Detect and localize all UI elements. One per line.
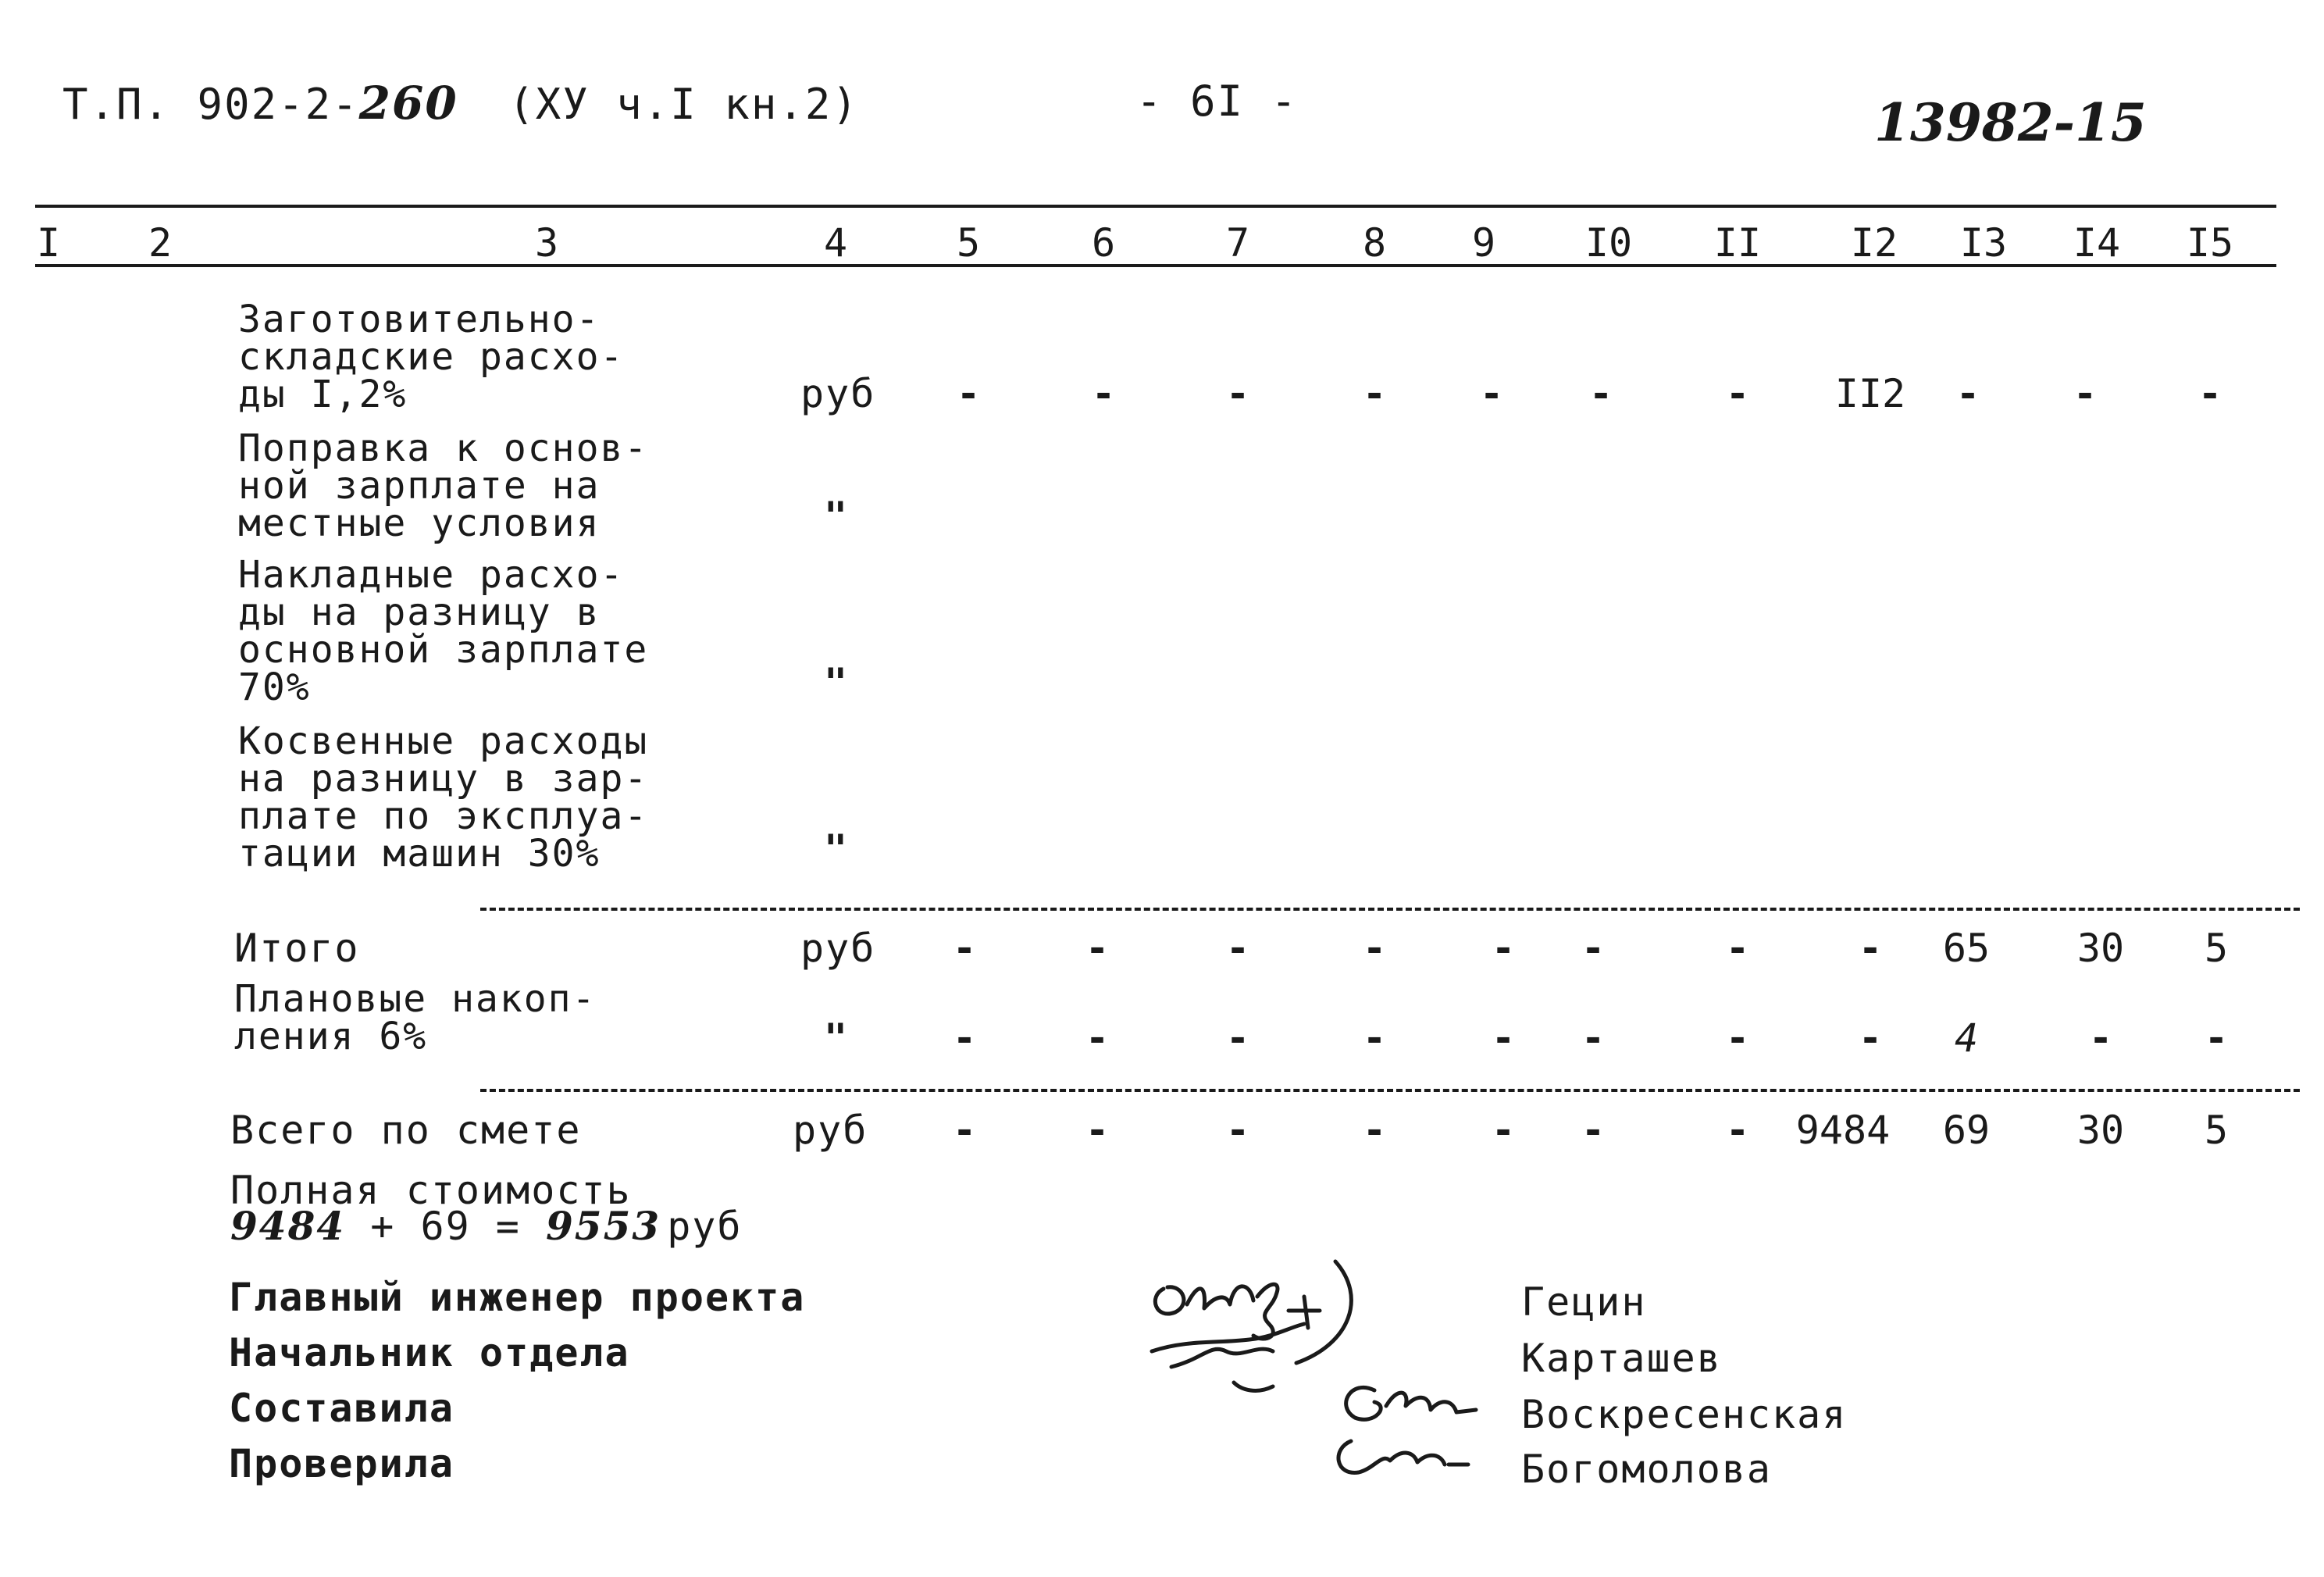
full-cost-label: Полная стоимость (230, 1168, 632, 1213)
planned-unit: " (824, 1015, 850, 1061)
column-number: I4 (2073, 220, 2121, 266)
column-number: I5 (2186, 220, 2234, 266)
signature-name: Богомолова (1521, 1447, 1773, 1492)
signature-name: Гецин (1521, 1279, 1647, 1325)
row-value: - (1362, 371, 1387, 416)
row-value: - (956, 371, 981, 416)
column-number: I0 (1584, 220, 1633, 266)
total-unit: руб (793, 1108, 868, 1153)
header-rule-bottom (35, 264, 2276, 267)
column-number: 8 (1362, 220, 1387, 266)
signature-name: Воскресенская (1521, 1392, 1848, 1437)
row-value: - (2073, 371, 2098, 416)
column-number: 7 (1225, 220, 1250, 266)
column-number: 5 (956, 220, 981, 266)
subtotal-label: Итого (234, 926, 360, 971)
doc-suffix: (ХУ ч.I кн.2) (508, 80, 859, 129)
row-value: - (2197, 371, 2222, 416)
archive-number: 13982-15 (1874, 92, 2147, 153)
row-value: - (1955, 371, 1980, 416)
signature-role: Начальник отдела (229, 1330, 630, 1375)
planned-label: Плановые накоп- ления 6% (234, 977, 597, 1058)
column-number: I (36, 220, 61, 266)
document-code (62, 77, 859, 130)
row-value: - (1479, 371, 1504, 416)
doc-hand-number: 260 (358, 77, 458, 130)
column-number: 6 (1091, 220, 1116, 266)
row-label: Накладные расхо- ды на разницу в основной зарплате 70% (238, 553, 649, 709)
full-cost-unit: руб (667, 1204, 743, 1249)
full-cost-hand-a: 9484 (230, 1203, 346, 1249)
row-value: II2 (1834, 371, 1906, 416)
column-number: 2 (148, 220, 173, 266)
column-number: II (1713, 220, 1762, 266)
subtotal-unit: руб (800, 926, 876, 971)
full-cost-plus: + 69 = (370, 1204, 521, 1249)
dashed-separator (480, 1089, 2300, 1092)
column-number: I2 (1850, 220, 1898, 266)
row-label: Поправка к основ- ной зарплате на местные условия (238, 426, 649, 545)
row-unit: " (824, 826, 850, 872)
page-number: - 6I - (1136, 77, 1299, 126)
signature-name: Карташев (1521, 1336, 1722, 1381)
column-number: 9 (1471, 220, 1496, 266)
row-label: Косвенные расходы на разницу в зар- плате по эксплуа- тации машин 30% (238, 719, 649, 876)
total-label: Всего по смете (230, 1108, 582, 1153)
signature-role: Составила (229, 1386, 454, 1431)
row-value: - (1225, 371, 1250, 416)
column-number: 4 (823, 220, 848, 266)
header-rule-top (35, 205, 2276, 208)
doc-prefix: Т.П. 902-2- (62, 80, 359, 129)
row-value: - (1588, 371, 1613, 416)
row-value: - (1725, 371, 1750, 416)
column-number: 3 (534, 220, 559, 266)
full-cost-formula (230, 1203, 743, 1249)
row-unit: " (824, 660, 850, 705)
column-number: I3 (1959, 220, 2008, 266)
full-cost-hand-b: 9553 (546, 1203, 661, 1249)
signature-role: Проверила (229, 1441, 454, 1486)
row-unit: " (824, 494, 850, 539)
row-unit: руб (800, 371, 876, 416)
row-label: Заготовительно- складские расхо- ды I,2% (238, 298, 625, 416)
handwritten-signatures (1140, 1250, 1546, 1500)
row-value: - (1091, 371, 1116, 416)
signature-role: Главный инженер проекта (229, 1275, 806, 1320)
dashed-separator (480, 908, 2300, 911)
